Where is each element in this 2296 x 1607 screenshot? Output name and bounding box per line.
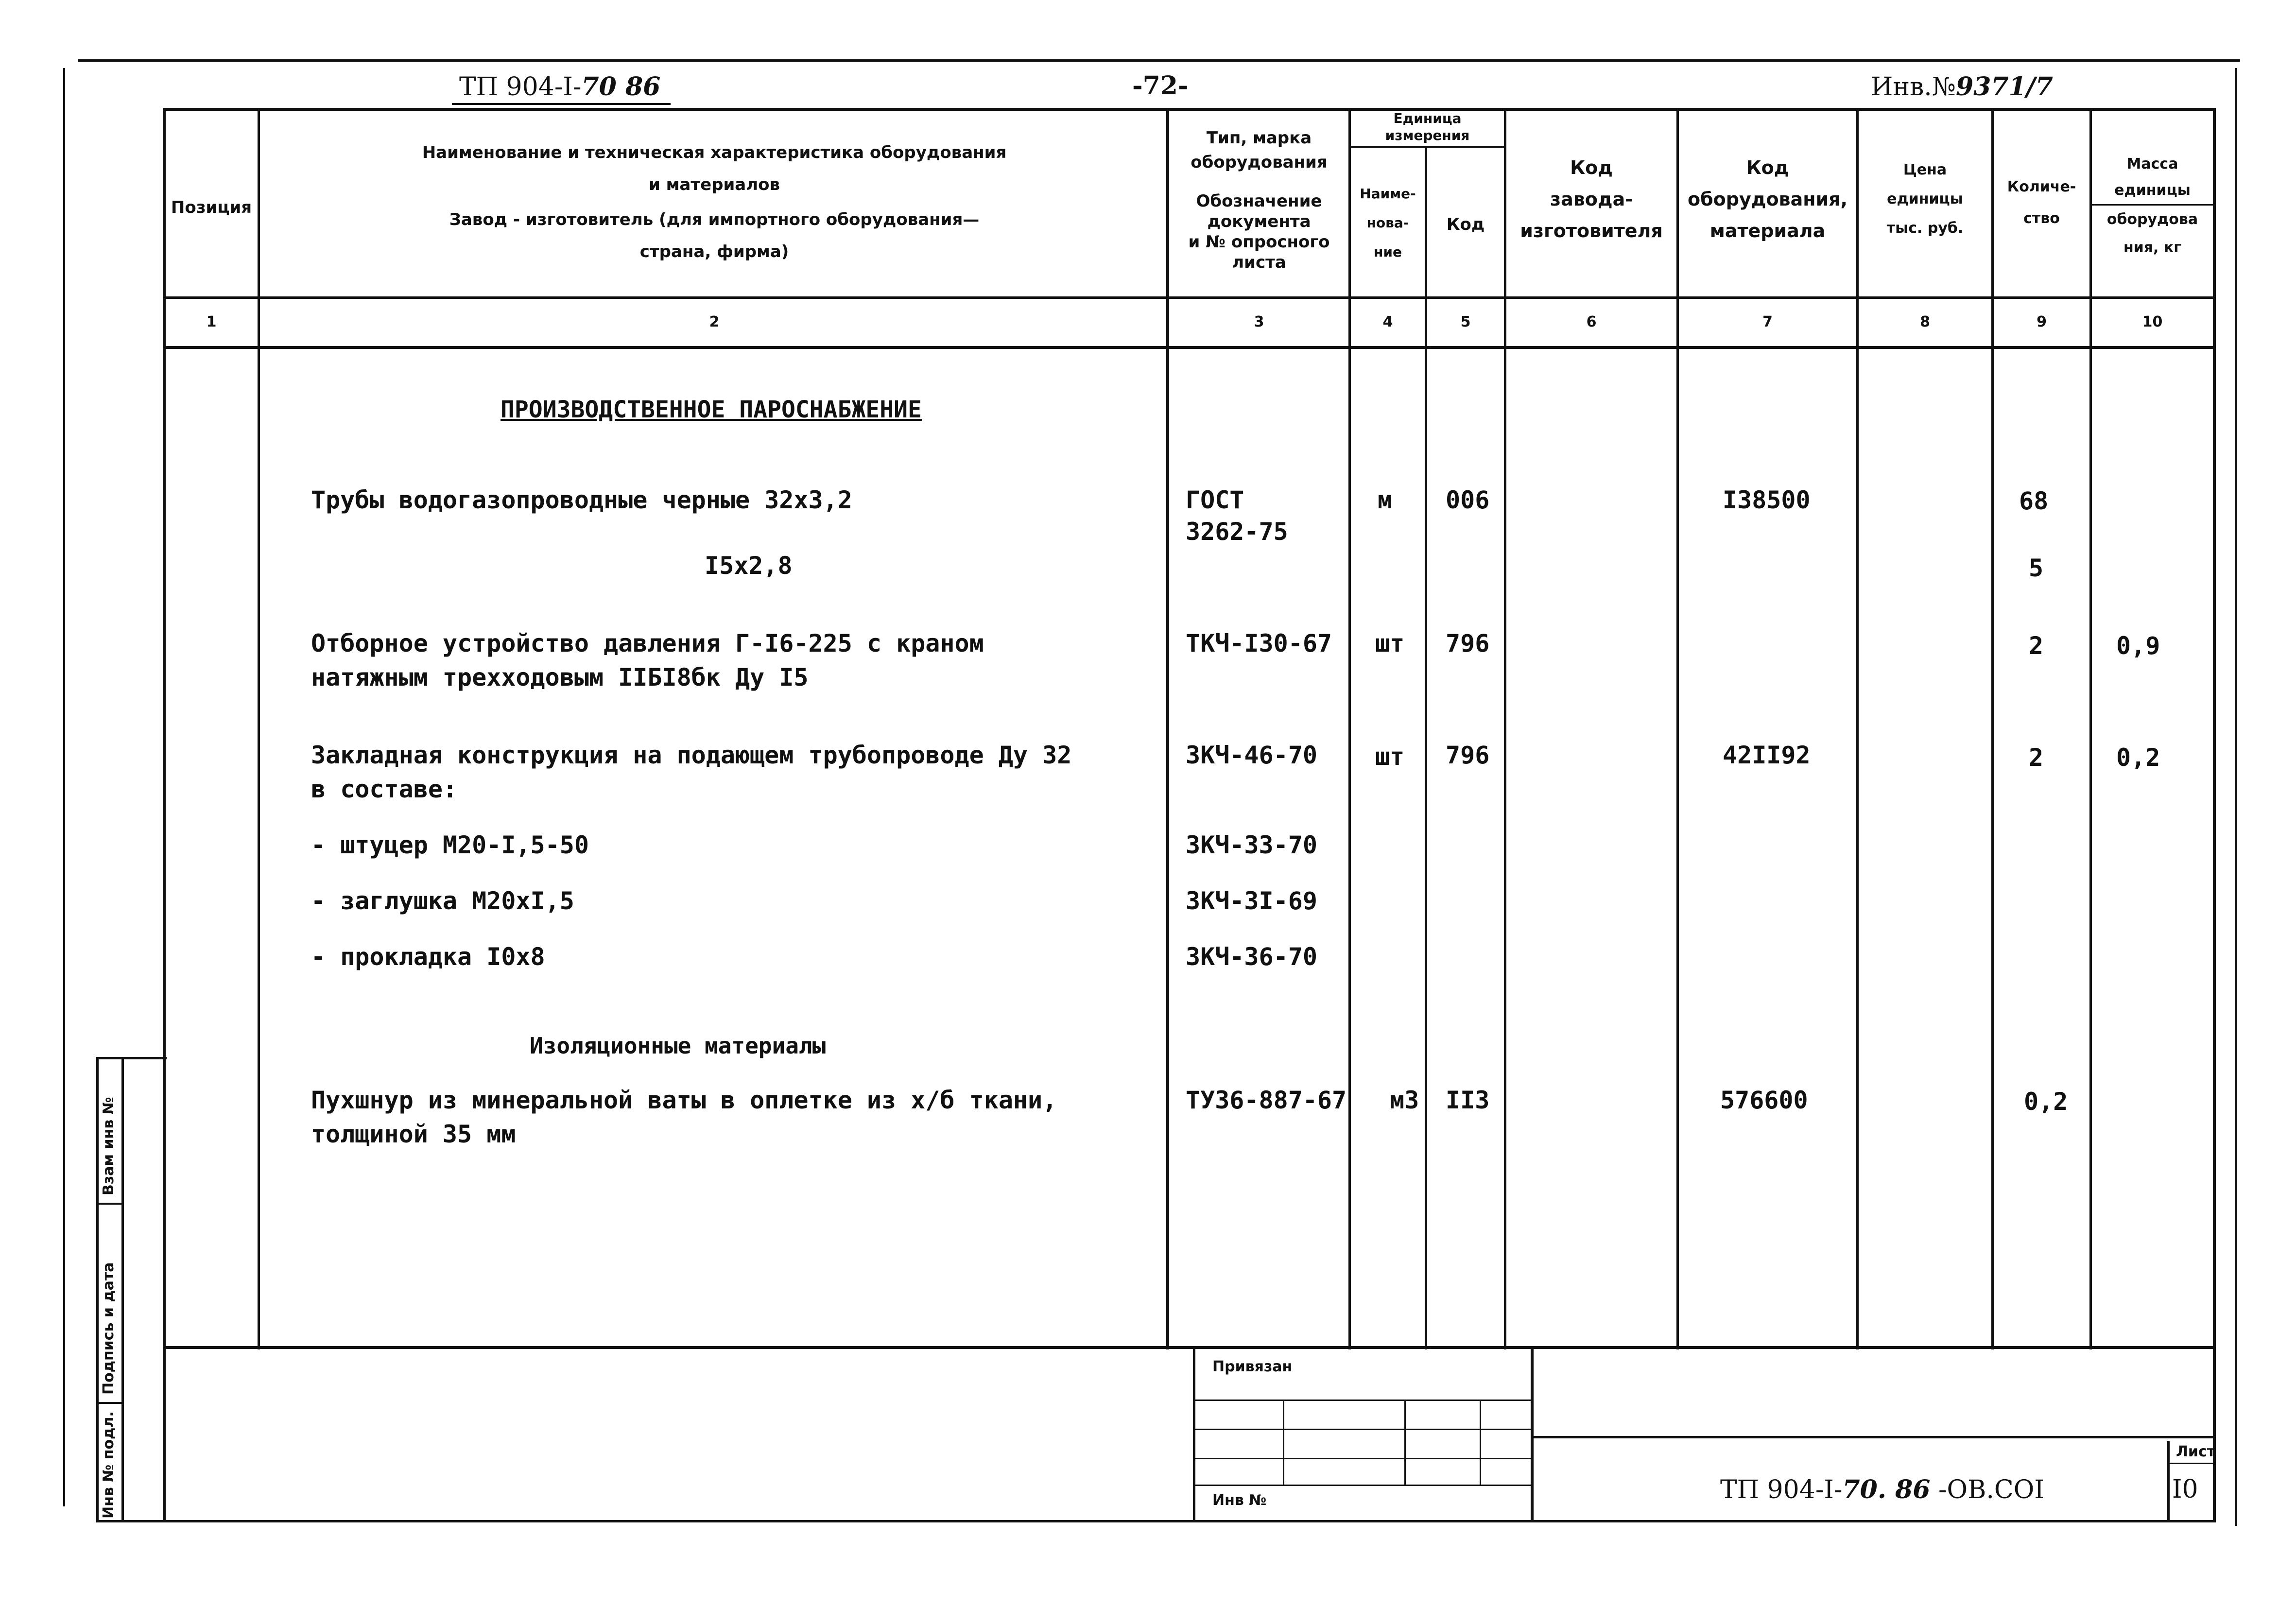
stamp-doc-code — [1720, 1475, 2044, 1504]
row1-material-code: I38500 — [1723, 486, 1811, 514]
stamp-sheet-number: I0 — [2172, 1475, 2198, 1504]
row7-name-line2: толщиной 35 мм — [311, 1120, 516, 1148]
col-divider-7 — [1856, 108, 1859, 1349]
col-number-6: 6 — [1586, 313, 1597, 330]
header-unit-group-line1: Единица — [1393, 110, 1462, 126]
stamp-right-border — [2213, 1346, 2216, 1521]
inventory-prefix: Инв.№ — [1871, 72, 1956, 102]
header-unit-name-line3: ние — [1374, 244, 1402, 260]
side-label-replaced-inv: Взам инв № — [100, 1097, 117, 1195]
stamp-divider-left — [1193, 1346, 1195, 1521]
top-code-underline — [452, 103, 671, 105]
row3-unit: шт — [1375, 743, 1405, 771]
col-number-2: 2 — [709, 313, 720, 330]
numbers-bottom-rule — [163, 346, 2216, 349]
header-name-line3: Завод - изготовитель (для импортного оборудования— — [449, 210, 980, 229]
section-title: ПРОИЗВОДСТВЕННОЕ ПАРОСНАБЖЕНИЕ — [501, 396, 922, 423]
subsection-title: Изоляционные материалы — [530, 1033, 826, 1059]
side-strip-right — [121, 1057, 124, 1522]
top-doc-code-prefix: ТП 904-I- — [459, 72, 582, 102]
col-divider-9 — [2089, 108, 2092, 1349]
header-type-line3: Обозначение — [1196, 191, 1322, 211]
header-type-line5: и № опросного — [1188, 232, 1330, 252]
row3-material-code: 42II92 — [1723, 741, 1811, 769]
inventory-number — [1871, 72, 2053, 102]
row7-name-line1: Пухшнур из минеральной ваты в оплетке из х/б ткани, — [311, 1086, 1057, 1114]
stamp-doc-code-prefix: ТП 904-I- — [1720, 1475, 1843, 1504]
header-quantity-line1: Количе- — [2007, 178, 2076, 195]
header-equipment-code-line2: оборудования, — [1688, 189, 1847, 210]
table-top-border — [163, 108, 2216, 111]
stamp-divider-right — [1531, 1346, 1534, 1521]
row6-doc: ЗКЧ-36-70 — [1186, 943, 1317, 971]
row2-doc: ТКЧ-I30-67 — [1186, 629, 1332, 657]
top-rule — [78, 59, 2240, 62]
header-unit-group-line2: измерения — [1385, 127, 1470, 143]
header-unit-name-line1: Наиме- — [1360, 186, 1416, 202]
row4-doc: ЗКЧ-33-70 — [1186, 831, 1317, 859]
row2-name-line1: Отборное устройство давления Г-I6-225 с краном — [311, 629, 984, 657]
col-number-3: 3 — [1254, 313, 1264, 330]
row5-doc: ЗКЧ-3I-69 — [1186, 887, 1317, 915]
stamp-title-rule — [1531, 1436, 2216, 1438]
stamp-top-rule — [163, 1346, 2216, 1349]
header-type-line2: оборудования — [1191, 153, 1328, 172]
mass-header-rule — [2089, 204, 2213, 206]
header-mass-line1: Масса — [2126, 156, 2178, 173]
header-price-line1: Цена — [1903, 161, 1947, 178]
header-factory-code-line2: завода- — [1550, 189, 1633, 210]
header-equipment-code-line3: материала — [1709, 220, 1826, 242]
header-type-line4: документа — [1207, 212, 1311, 231]
col-number-4: 4 — [1382, 313, 1393, 330]
row7-unit: м3 — [1390, 1086, 1419, 1114]
row7-material-code: 576600 — [1720, 1086, 1808, 1114]
inventory-hand: 9371/7 — [1956, 72, 2053, 102]
side-strip-rule1 — [96, 1203, 124, 1205]
row1-doc-line1: ГОСТ — [1186, 486, 1244, 514]
row7-quantity: 0,2 — [2024, 1088, 2068, 1116]
header-type-line6: листа — [1232, 253, 1286, 272]
col-divider-3 — [1348, 108, 1351, 1349]
stamp-doc-code-suffix: -ОВ.СОI — [1938, 1475, 2044, 1504]
stamp-inv-label: Инв № — [1212, 1492, 1267, 1509]
stamp-sheet-rule — [2167, 1463, 2216, 1464]
stamp-grid-v1 — [1283, 1400, 1284, 1485]
row1-quantity: 68 — [2019, 487, 2049, 515]
header-bottom-rule — [163, 296, 2216, 299]
top-doc-code-hand: 70 86 — [581, 72, 661, 102]
header-type-line1: Тип, марка — [1206, 128, 1312, 148]
row3-quantity: 2 — [2029, 743, 2044, 772]
col-number-7: 7 — [1762, 313, 1773, 330]
header-equipment-code-line1: Код — [1746, 157, 1789, 178]
header-unit-code: Код — [1446, 215, 1485, 234]
col-number-5: 5 — [1460, 313, 1471, 330]
header-position: Позиция — [171, 198, 252, 217]
col-number-9: 9 — [2037, 313, 2047, 330]
row1-doc-line2: 3262-75 — [1186, 518, 1288, 546]
stamp-grid-v3 — [1480, 1400, 1481, 1485]
side-strip-top — [96, 1057, 167, 1059]
header-name-line1: Наименование и техническая характеристика оборудования — [422, 143, 1007, 162]
header-quantity-line2: ство — [2023, 210, 2060, 227]
row3-name-line1: Закладная конструкция на подающем трубопроводе Ду 32 — [311, 741, 1072, 769]
page-marker: -72- — [1132, 71, 1189, 101]
right-margin-rule — [2235, 68, 2237, 1526]
header-factory-code-line3: изготовителя — [1520, 220, 1663, 242]
row4-name: - штуцер М20-I,5-50 — [311, 831, 589, 859]
row3-name-line2: в составе: — [311, 775, 458, 803]
col-divider-6 — [1676, 108, 1679, 1349]
header-price-line3: тыс. руб. — [1886, 220, 1964, 237]
header-factory-code-line1: Код — [1570, 157, 1613, 178]
stamp-sheet-divider — [2167, 1441, 2170, 1521]
row7-doc: ТУ36-887-67 — [1186, 1086, 1347, 1114]
row7-unit-code: II3 — [1446, 1086, 1490, 1114]
row2-unit: шт — [1375, 629, 1405, 657]
header-mass-line2: единицы — [2114, 182, 2191, 199]
header-mass-line4: ния, кг — [2123, 239, 2181, 256]
stamp-doc-code-hand: 70. 86 — [1842, 1475, 1931, 1504]
stamp-grid-v2 — [1404, 1400, 1406, 1485]
row1b-name: I5х2,8 — [705, 552, 793, 580]
header-unit-name-line2: нова- — [1366, 215, 1409, 231]
stamp-bottom-rule — [97, 1520, 2216, 1522]
header-name-line4: страна, фирма) — [639, 242, 789, 261]
col-number-1: 1 — [206, 313, 217, 330]
col-number-8: 8 — [1920, 313, 1930, 330]
row2-mass: 0,9 — [2116, 632, 2160, 660]
row2-unit-code: 796 — [1446, 629, 1490, 657]
left-margin-rule — [63, 68, 65, 1506]
table-right-border — [2213, 108, 2216, 1352]
stamp-sheet-label: Лист — [2176, 1443, 2216, 1460]
col-number-10: 10 — [2142, 313, 2163, 330]
row1b-quantity: 5 — [2029, 554, 2044, 582]
stamp-grid-h4 — [1195, 1485, 1531, 1486]
row1-unit-code: 006 — [1446, 486, 1490, 514]
side-strip-left — [96, 1057, 99, 1522]
row3-mass: 0,2 — [2116, 743, 2160, 772]
side-strip-rule2 — [96, 1402, 124, 1404]
row3-unit-code: 796 — [1446, 741, 1490, 769]
row3-doc: ЗКЧ-46-70 — [1186, 741, 1317, 769]
col-divider-8 — [1991, 108, 1994, 1349]
row1-name: Трубы водогазопроводные черные 32х3,2 — [311, 486, 852, 514]
col-divider-1 — [258, 108, 260, 1349]
row2-quantity: 2 — [2029, 632, 2044, 660]
col-divider-5 — [1504, 108, 1506, 1349]
row1-unit: м — [1378, 486, 1393, 514]
row6-name: - прокладка I0х8 — [311, 943, 545, 971]
header-name-line2: и материалов — [648, 175, 780, 194]
unit-group-rule — [1348, 146, 1504, 148]
header-mass-line3: оборудова — [2106, 211, 2198, 228]
side-label-signature-date: Подпись и дата — [100, 1262, 117, 1395]
stamp-bound-label: Привязан — [1212, 1358, 1293, 1375]
row2-name-line2: натяжным трехходовым IIБI8бк Ду I5 — [311, 663, 809, 691]
side-label-original-inv: Инв № подл. — [100, 1411, 117, 1519]
row5-name: - заглушка М20хI,5 — [311, 887, 574, 915]
header-price-line2: единицы — [1887, 190, 1963, 207]
col-divider-2 — [1166, 108, 1169, 1349]
top-doc-code — [459, 72, 660, 102]
